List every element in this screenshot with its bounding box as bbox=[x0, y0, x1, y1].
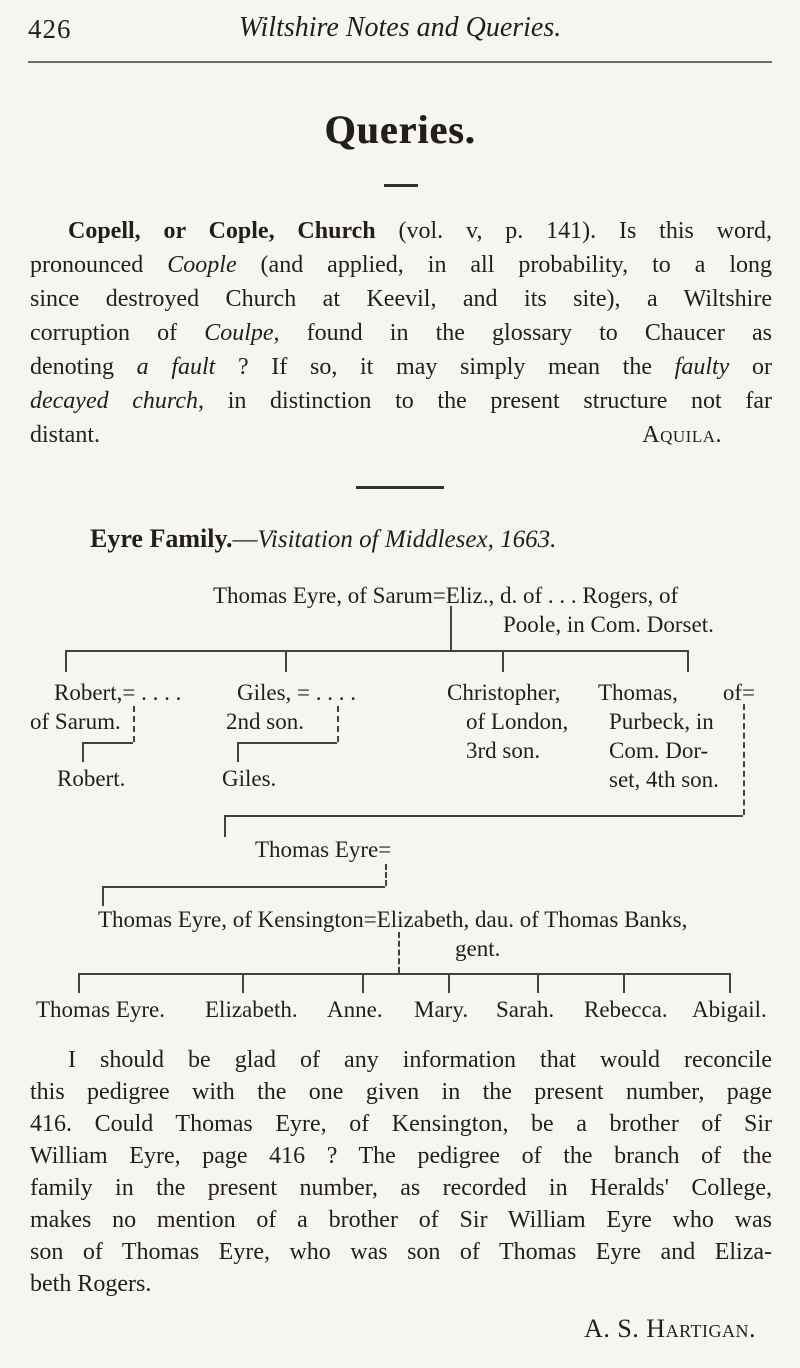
eyre-family-heading bbox=[90, 524, 556, 554]
pedigree-line-tick-thomas bbox=[687, 650, 689, 672]
pedigree-node-thomas-purbeck-line2: Purbeck, in bbox=[609, 709, 714, 734]
pedigree-line-giles-child bbox=[237, 742, 337, 744]
pedigree-line-siblings-gen2 bbox=[65, 650, 687, 652]
pedigree-line-tick-child-4 bbox=[448, 973, 450, 993]
paragraph-line: corruption of Coulpe, found in the glossary to Chaucer as bbox=[30, 320, 772, 346]
pedigree-node-giles: Giles, = . . . . bbox=[237, 680, 357, 705]
paragraph-line: decayed church, in distinction to the present structure not far bbox=[30, 388, 772, 414]
pedigree-line-tick-giles bbox=[285, 650, 287, 672]
pedigree-line-tick-child-3 bbox=[362, 973, 364, 993]
paragraph-line: son of Thomas Eyre, who was son of Thomas Eyre and Eliza- bbox=[30, 1239, 772, 1265]
pedigree-node-thomas-sarum-line2: Poole, in Com. Dorset. bbox=[503, 612, 714, 637]
query-copell-paragraph bbox=[30, 214, 772, 452]
queries-section-heading: Queries. bbox=[324, 107, 476, 152]
paragraph-line: beth Rogers. bbox=[30, 1271, 152, 1297]
pedigree-line-robert-child bbox=[82, 742, 133, 744]
journal-title: Wiltshire Notes and Queries. bbox=[238, 12, 562, 43]
paragraph-last-line bbox=[30, 418, 772, 452]
pedigree-node-thomas-purbeck: Thomas, of= bbox=[598, 680, 755, 705]
pedigree-chart bbox=[0, 570, 800, 1032]
query-eyre-paragraph bbox=[30, 1044, 772, 1300]
pedigree-node-child-rebecca: Rebecca. bbox=[584, 997, 668, 1022]
paragraph-line: Copell, or Cople, Church (vol. v, p. 141). Is this word, bbox=[68, 218, 772, 244]
pedigree-node-giles-line2: 2nd son. bbox=[226, 709, 304, 734]
paragraph-line: makes no mention of a brother of Sir William Eyre who was bbox=[30, 1207, 772, 1233]
pedigree-node-christopher: Christopher, bbox=[447, 680, 561, 705]
pedigree-line-giles-child-tick bbox=[237, 742, 239, 762]
pedigree-line-thomas-marriage-drop bbox=[743, 704, 745, 815]
pedigree-line-robert-child-tick bbox=[82, 742, 84, 762]
pedigree-node-child-abigail: Abigail. bbox=[692, 997, 767, 1022]
pedigree-line-tick-child-7 bbox=[729, 973, 731, 993]
pedigree-node-child-mary: Mary. bbox=[414, 997, 469, 1022]
header-rule bbox=[28, 61, 772, 63]
pedigree-line-tick-child-2 bbox=[242, 973, 244, 993]
paragraph-line: pronounced Coople (and applied, in all probability, to a long bbox=[30, 252, 773, 278]
pedigree-node-thomas-sarum: Thomas Eyre, of Sarum=Eliz., d. of . . . Rogers, of bbox=[213, 583, 679, 608]
paragraph-line: this pedigree with the one given in the present number, page bbox=[30, 1079, 772, 1105]
pedigree-node-robert: Robert,= . . . . bbox=[54, 680, 182, 705]
pedigree-line-gen3 bbox=[224, 815, 743, 817]
pedigree-node-thomas-purbeck-line4: set, 4th son. bbox=[609, 767, 719, 792]
pedigree-line-tick-child-1 bbox=[78, 973, 80, 993]
pedigree-line-robert-marriage-drop bbox=[133, 706, 135, 742]
pedigree-line-tick-robert bbox=[65, 650, 67, 672]
pedigree-line-gen4-tick bbox=[102, 886, 104, 906]
page-number: 426 bbox=[28, 14, 72, 44]
query-signature-aquila: Aquila. bbox=[642, 422, 722, 448]
paragraph-line: William Eyre, page 416 ? The pedigree of the branch of the bbox=[30, 1143, 772, 1169]
pedigree-line-tick-christopher bbox=[502, 650, 504, 672]
eyre-heading-bold: Eyre Family. bbox=[90, 524, 233, 553]
pedigree-line-gen4 bbox=[102, 886, 385, 888]
pedigree-line-gen4-marriage-drop bbox=[398, 932, 400, 973]
pedigree-line-gen1-drop bbox=[450, 606, 452, 650]
pedigree-line-gen3-marriage-drop bbox=[385, 864, 387, 886]
pedigree-node-child-anne: Anne. bbox=[327, 997, 383, 1022]
paragraph-line: since destroyed Church at Keevil, and its site), a Wiltshire bbox=[30, 286, 772, 312]
pedigree-node-robert-child: Robert. bbox=[57, 766, 126, 791]
section-divider bbox=[384, 184, 418, 187]
eyre-heading-dash: — bbox=[232, 526, 258, 553]
pedigree-line-gen3-tick bbox=[224, 815, 226, 837]
pedigree-node-child-elizabeth: Elizabeth. bbox=[205, 997, 298, 1022]
pedigree-line-giles-marriage-drop bbox=[337, 706, 339, 742]
pedigree-node-thomas-kensington: Thomas Eyre, of Kensington=Elizabeth, dau. of Thomas Banks, bbox=[98, 907, 688, 932]
pedigree-node-giles-child: Giles. bbox=[222, 766, 277, 791]
pedigree-node-christopher-line3: 3rd son. bbox=[466, 738, 541, 763]
query-signature-hartigan: A. S. Hartigan. bbox=[584, 1314, 756, 1343]
pedigree-node-thomas-purbeck-line3: Com. Dor- bbox=[609, 738, 709, 763]
pedigree-node-christopher-line2: of London, bbox=[466, 709, 569, 734]
section-divider bbox=[356, 486, 444, 489]
paragraph-line: distant. bbox=[30, 422, 100, 448]
pedigree-line-siblings-gen5 bbox=[78, 973, 730, 975]
pedigree-node-child-thomas-eyre: Thomas Eyre. bbox=[36, 997, 166, 1022]
eyre-heading-italic: Visitation of Middlesex, 1663. bbox=[257, 526, 557, 553]
paragraph-line: I should be glad of any information that would reconcile bbox=[68, 1047, 772, 1073]
paragraph-line: 416. Could Thomas Eyre, of Kensington, be a brother of Sir bbox=[30, 1111, 772, 1137]
paragraph-line: family in the present number, as recorded in Heralds' College, bbox=[30, 1175, 772, 1201]
pedigree-node-child-sarah: Sarah. bbox=[496, 997, 555, 1022]
paragraph-line: denoting a fault ? If so, it may simply mean the faulty or bbox=[30, 354, 772, 380]
pedigree-line-tick-child-5 bbox=[537, 973, 539, 993]
pedigree-node-thomas-kensington-line2: gent. bbox=[455, 936, 501, 961]
pedigree-node-robert-line2: of Sarum. bbox=[30, 709, 121, 734]
pedigree-node-thomas-eyre-gen3: Thomas Eyre= bbox=[255, 837, 392, 862]
pedigree-line-tick-child-6 bbox=[623, 973, 625, 993]
